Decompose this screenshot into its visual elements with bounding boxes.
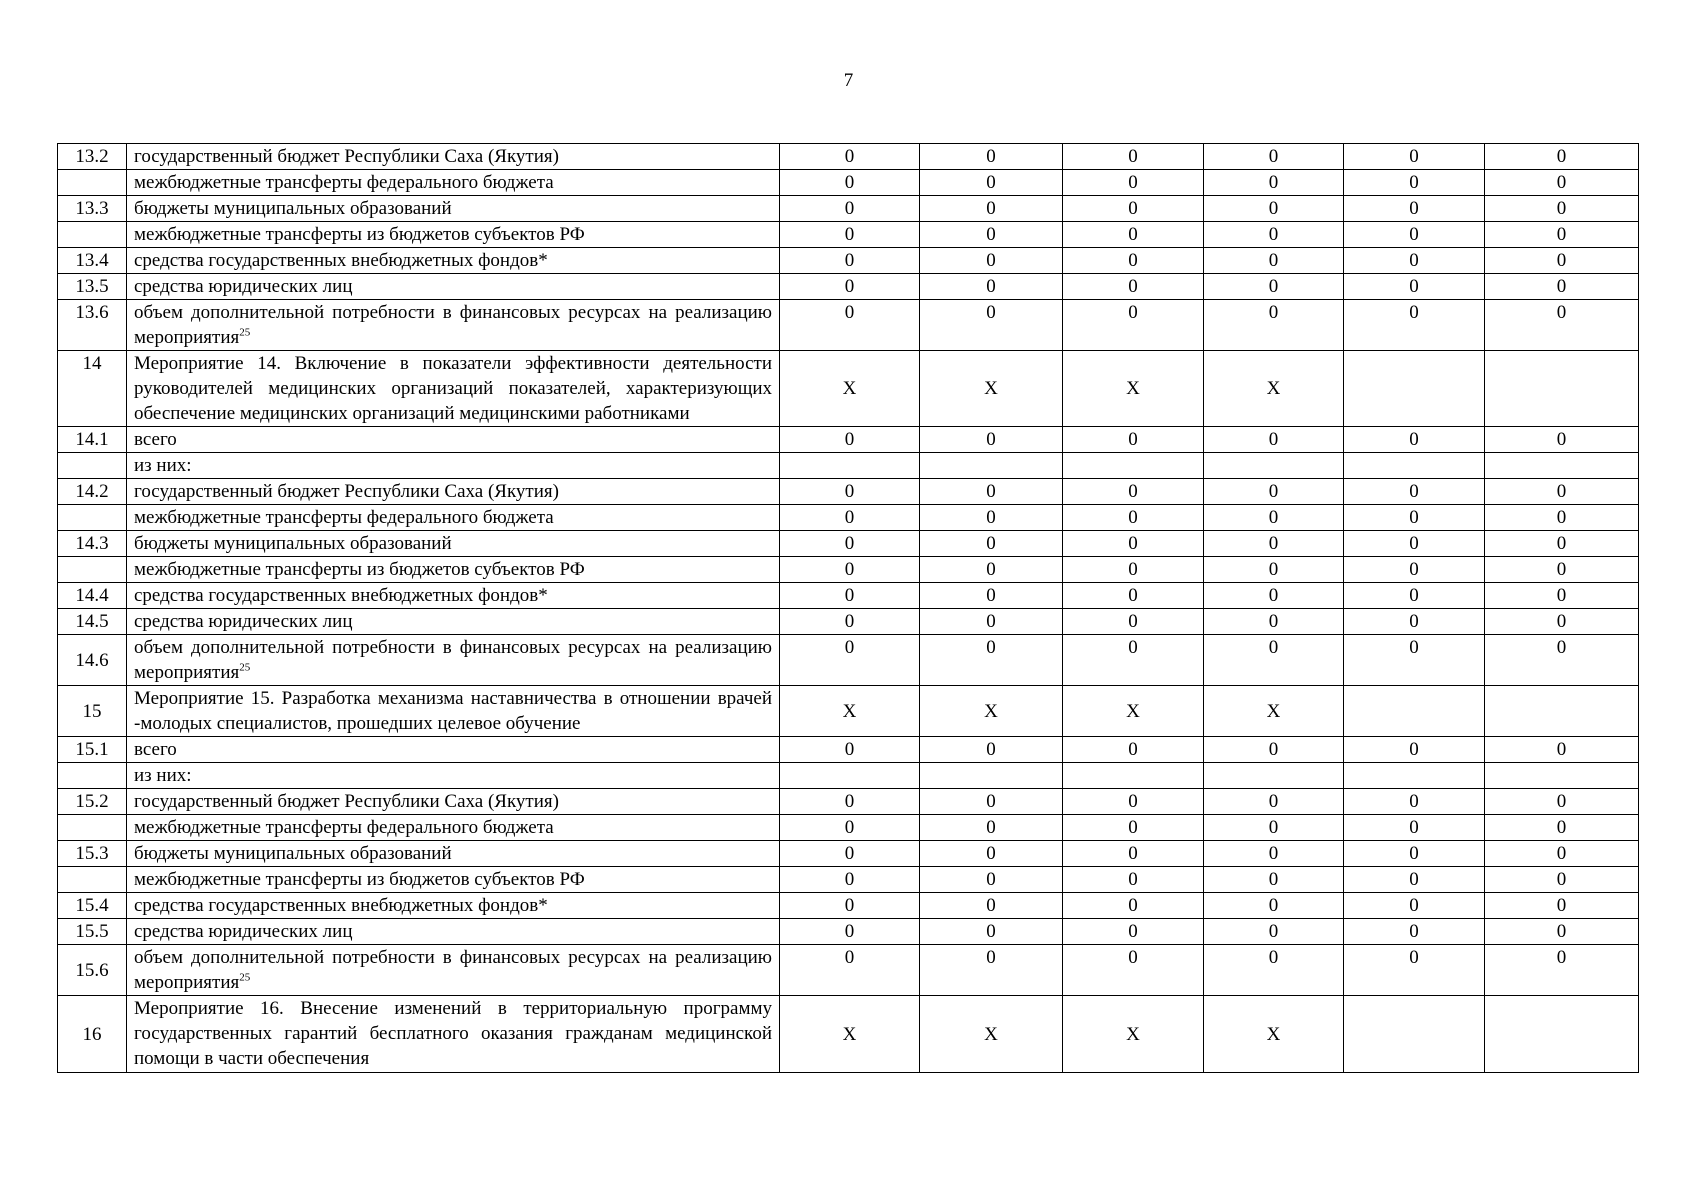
value-cell: 0	[780, 789, 920, 815]
row-number	[58, 557, 127, 583]
value-cell: 0	[1485, 531, 1639, 557]
value-cell: 0	[1485, 170, 1639, 196]
table-row	[58, 144, 1639, 170]
value-cell: 0	[1204, 583, 1344, 609]
value-cell: 0	[1485, 583, 1639, 609]
empty-cell	[920, 453, 1063, 479]
value-cell: 0	[1063, 196, 1204, 222]
value-cell: 0	[1344, 531, 1485, 557]
value-cell: 0	[1204, 737, 1344, 763]
value-cell: 0	[1204, 635, 1344, 686]
value-cell: 0	[920, 557, 1063, 583]
value-cell: 0	[920, 583, 1063, 609]
value-cell: 0	[780, 867, 920, 893]
value-cell: 0	[920, 531, 1063, 557]
mark-cell: X	[780, 996, 920, 1073]
value-cell: 0	[1204, 427, 1344, 453]
mark-cell: X	[920, 686, 1063, 737]
empty-cell	[1344, 453, 1485, 479]
row-label: средства юридических лиц	[127, 609, 780, 635]
value-cell: 0	[1344, 144, 1485, 170]
mark-cell: X	[920, 351, 1063, 427]
value-cell: 0	[1344, 170, 1485, 196]
value-cell: 0	[1485, 300, 1639, 351]
row-label: всего	[127, 737, 780, 763]
row-number: 15	[58, 686, 127, 737]
table-row	[58, 867, 1639, 893]
value-cell: 0	[1204, 919, 1344, 945]
value-cell: 0	[1344, 427, 1485, 453]
value-cell: 0	[1344, 815, 1485, 841]
row-number	[58, 222, 127, 248]
row-number: 13.3	[58, 196, 127, 222]
value-cell: 0	[1204, 196, 1344, 222]
empty-cell	[1485, 351, 1639, 427]
row-number: 15.5	[58, 919, 127, 945]
value-cell: 0	[1485, 867, 1639, 893]
value-cell: 0	[780, 274, 920, 300]
value-cell: 0	[1204, 945, 1344, 996]
value-cell: 0	[780, 841, 920, 867]
mark-cell: X	[1204, 686, 1344, 737]
row-label: Мероприятие 16. Внесение изменений в территориальную программу государственных гарантий бесплатного оказания гражданам медицинской помощи в части обеспечения	[127, 996, 780, 1073]
value-cell: 0	[1344, 196, 1485, 222]
row-number: 14.6	[58, 635, 127, 686]
value-cell: 0	[920, 196, 1063, 222]
empty-cell	[1485, 453, 1639, 479]
row-number: 13.6	[58, 300, 127, 351]
value-cell: 0	[1063, 919, 1204, 945]
empty-cell	[920, 763, 1063, 789]
row-label: всего	[127, 427, 780, 453]
value-cell: 0	[1063, 427, 1204, 453]
value-cell: 0	[920, 841, 1063, 867]
value-cell: 0	[920, 867, 1063, 893]
empty-cell	[1344, 996, 1485, 1073]
value-cell: 0	[1063, 609, 1204, 635]
empty-cell	[780, 763, 920, 789]
value-cell: 0	[1204, 479, 1344, 505]
table-row	[58, 635, 1639, 686]
row-number: 15.4	[58, 893, 127, 919]
row-label: из них:	[127, 453, 780, 479]
value-cell: 0	[1485, 919, 1639, 945]
value-cell: 0	[780, 196, 920, 222]
value-cell: 0	[1204, 170, 1344, 196]
row-number: 15.6	[58, 945, 127, 996]
value-cell: 0	[1063, 274, 1204, 300]
value-cell: 0	[1344, 557, 1485, 583]
table-row	[58, 815, 1639, 841]
value-cell: 0	[1485, 274, 1639, 300]
value-cell: 0	[1485, 479, 1639, 505]
value-cell: 0	[1344, 479, 1485, 505]
table-row	[58, 531, 1639, 557]
value-cell: 0	[1063, 505, 1204, 531]
row-label: межбюджетные трансферты федерального бюджета	[127, 815, 780, 841]
mark-cell: X	[1204, 996, 1344, 1073]
value-cell: 0	[1485, 737, 1639, 763]
value-cell: 0	[780, 505, 920, 531]
value-cell: 0	[1063, 222, 1204, 248]
empty-cell	[1204, 453, 1344, 479]
table-row	[58, 427, 1639, 453]
value-cell: 0	[780, 583, 920, 609]
table-row	[58, 841, 1639, 867]
value-cell: 0	[1063, 789, 1204, 815]
mark-cell: X	[780, 351, 920, 427]
value-cell: 0	[1485, 196, 1639, 222]
table-row	[58, 557, 1639, 583]
value-cell: 0	[1485, 789, 1639, 815]
row-label: межбюджетные трансферты из бюджетов субъектов РФ	[127, 557, 780, 583]
table-row	[58, 996, 1639, 1073]
value-cell: 0	[1063, 479, 1204, 505]
table-row	[58, 583, 1639, 609]
row-label: бюджеты муниципальных образований	[127, 531, 780, 557]
table-row	[58, 222, 1639, 248]
value-cell: 0	[1344, 222, 1485, 248]
value-cell: 0	[1204, 144, 1344, 170]
value-cell: 0	[780, 609, 920, 635]
table-row	[58, 248, 1639, 274]
value-cell: 0	[1204, 815, 1344, 841]
table-row	[58, 300, 1639, 351]
row-label: бюджеты муниципальных образований	[127, 841, 780, 867]
row-number: 15.1	[58, 737, 127, 763]
row-label: Мероприятие 14. Включение в показатели эффективности деятельности руководителей медицинских организаций показателей, характеризующих обеспечение медицинских организаций медицинскими работниками	[127, 351, 780, 427]
value-cell: 0	[920, 945, 1063, 996]
row-label: межбюджетные трансферты из бюджетов субъектов РФ	[127, 867, 780, 893]
value-cell: 0	[1344, 635, 1485, 686]
value-cell: 0	[1063, 867, 1204, 893]
financing-table	[57, 143, 1639, 1073]
row-label: средства государственных внебюджетных фондов*	[127, 893, 780, 919]
row-number: 14	[58, 351, 127, 427]
footnote-ref: 25	[239, 971, 251, 984]
value-cell: 0	[780, 427, 920, 453]
empty-cell	[1204, 763, 1344, 789]
value-cell: 0	[1063, 635, 1204, 686]
row-number: 15.3	[58, 841, 127, 867]
value-cell: 0	[1344, 789, 1485, 815]
row-number: 16	[58, 996, 127, 1073]
value-cell: 0	[1344, 609, 1485, 635]
value-cell: 0	[920, 170, 1063, 196]
footnote-ref: 25	[239, 326, 251, 339]
value-cell: 0	[1204, 609, 1344, 635]
row-number	[58, 170, 127, 196]
value-cell: 0	[1344, 841, 1485, 867]
page-number: 7	[843, 70, 854, 91]
value-cell: 0	[1344, 893, 1485, 919]
row-label: государственный бюджет Республики Саха (Якутия)	[127, 789, 780, 815]
value-cell: 0	[1204, 867, 1344, 893]
value-cell: 0	[1063, 300, 1204, 351]
value-cell: 0	[1063, 815, 1204, 841]
row-label: объем дополнительной потребности в финансовых ресурсах на реализацию мероприятия$^{25}$	[127, 300, 780, 351]
empty-cell	[1485, 996, 1639, 1073]
table-row	[58, 945, 1639, 996]
row-number	[58, 453, 127, 479]
value-cell: 0	[1204, 248, 1344, 274]
value-cell: 0	[780, 479, 920, 505]
value-cell: 0	[780, 300, 920, 351]
row-number: 13.4	[58, 248, 127, 274]
value-cell: 0	[1204, 893, 1344, 919]
value-cell: 0	[1204, 274, 1344, 300]
value-cell: 0	[1063, 248, 1204, 274]
value-cell: 0	[920, 505, 1063, 531]
value-cell: 0	[920, 737, 1063, 763]
empty-cell	[1344, 763, 1485, 789]
row-label: межбюджетные трансферты из бюджетов субъектов РФ	[127, 222, 780, 248]
value-cell: 0	[1485, 427, 1639, 453]
value-cell: 0	[780, 144, 920, 170]
row-number: 14.2	[58, 479, 127, 505]
value-cell: 0	[780, 737, 920, 763]
value-cell: 0	[1485, 557, 1639, 583]
value-cell: 0	[780, 893, 920, 919]
value-cell: 0	[920, 248, 1063, 274]
mark-cell: X	[780, 686, 920, 737]
value-cell: 0	[780, 248, 920, 274]
value-cell: 0	[1204, 222, 1344, 248]
value-cell: 0	[1344, 248, 1485, 274]
row-label: объем дополнительной потребности в финансовых ресурсах на реализацию мероприятия$^{25}$	[127, 945, 780, 996]
value-cell: 0	[1204, 557, 1344, 583]
value-cell: 0	[780, 815, 920, 841]
value-cell: 0	[1063, 737, 1204, 763]
value-cell: 0	[1485, 841, 1639, 867]
value-cell: 0	[1344, 505, 1485, 531]
value-cell: 0	[1063, 170, 1204, 196]
value-cell: 0	[1204, 531, 1344, 557]
row-number: 14.5	[58, 609, 127, 635]
table-row	[58, 737, 1639, 763]
value-cell: 0	[1063, 945, 1204, 996]
table-row	[58, 453, 1639, 479]
row-number: 13.5	[58, 274, 127, 300]
row-number: 14.3	[58, 531, 127, 557]
value-cell: 0	[920, 144, 1063, 170]
table-row	[58, 893, 1639, 919]
row-label: государственный бюджет Республики Саха (Якутия)	[127, 144, 780, 170]
value-cell: 0	[920, 635, 1063, 686]
table-row	[58, 274, 1639, 300]
value-cell: 0	[920, 300, 1063, 351]
empty-cell	[1485, 763, 1639, 789]
mark-cell: X	[1063, 351, 1204, 427]
row-label: объем дополнительной потребности в финансовых ресурсах на реализацию мероприятия$^{25}$	[127, 635, 780, 686]
value-cell: 0	[1204, 300, 1344, 351]
row-label: средства государственных внебюджетных фондов*	[127, 583, 780, 609]
value-cell: 0	[920, 479, 1063, 505]
value-cell: 0	[1204, 841, 1344, 867]
row-label: межбюджетные трансферты федерального бюджета	[127, 505, 780, 531]
value-cell: 0	[780, 170, 920, 196]
value-cell: 0	[780, 222, 920, 248]
row-number: 13.2	[58, 144, 127, 170]
empty-cell	[1344, 686, 1485, 737]
table-row	[58, 479, 1639, 505]
value-cell: 0	[1204, 505, 1344, 531]
value-cell: 0	[1344, 274, 1485, 300]
value-cell: 0	[1485, 609, 1639, 635]
value-cell: 0	[780, 557, 920, 583]
value-cell: 0	[780, 531, 920, 557]
value-cell: 0	[1344, 300, 1485, 351]
value-cell: 0	[780, 919, 920, 945]
value-cell: 0	[920, 609, 1063, 635]
table-row	[58, 505, 1639, 531]
value-cell: 0	[920, 815, 1063, 841]
value-cell: 0	[1344, 945, 1485, 996]
table-row	[58, 763, 1639, 789]
row-number: 15.2	[58, 789, 127, 815]
table-row	[58, 789, 1639, 815]
table-row	[58, 170, 1639, 196]
footnote-ref: 25	[239, 661, 251, 674]
row-label: из них:	[127, 763, 780, 789]
value-cell: 0	[1485, 505, 1639, 531]
value-cell: 0	[1063, 841, 1204, 867]
mark-cell: X	[920, 996, 1063, 1073]
value-cell: 0	[1344, 583, 1485, 609]
row-label: Мероприятие 15. Разработка механизма наставничества в отношении врачей -молодых специалистов, прошедших целевое обучение	[127, 686, 780, 737]
row-label: средства юридических лиц	[127, 919, 780, 945]
value-cell: 0	[1485, 815, 1639, 841]
value-cell: 0	[1204, 789, 1344, 815]
row-number	[58, 867, 127, 893]
row-label: межбюджетные трансферты федерального бюджета	[127, 170, 780, 196]
value-cell: 0	[1485, 893, 1639, 919]
table-row	[58, 919, 1639, 945]
empty-cell	[780, 453, 920, 479]
row-label: средства юридических лиц	[127, 274, 780, 300]
value-cell: 0	[920, 427, 1063, 453]
value-cell: 0	[1344, 919, 1485, 945]
table-row	[58, 686, 1639, 737]
value-cell: 0	[1485, 635, 1639, 686]
value-cell: 0	[780, 635, 920, 686]
mark-cell: X	[1063, 996, 1204, 1073]
value-cell: 0	[1485, 222, 1639, 248]
value-cell: 0	[780, 945, 920, 996]
row-number	[58, 505, 127, 531]
row-number: 14.1	[58, 427, 127, 453]
row-label: средства государственных внебюджетных фондов*	[127, 248, 780, 274]
table-row	[58, 196, 1639, 222]
value-cell: 0	[1485, 945, 1639, 996]
empty-cell	[1063, 453, 1204, 479]
row-label: государственный бюджет Республики Саха (Якутия)	[127, 479, 780, 505]
table-row	[58, 609, 1639, 635]
value-cell: 0	[1485, 144, 1639, 170]
empty-cell	[1485, 686, 1639, 737]
value-cell: 0	[1063, 893, 1204, 919]
row-label: бюджеты муниципальных образований	[127, 196, 780, 222]
value-cell: 0	[920, 222, 1063, 248]
mark-cell: X	[1063, 686, 1204, 737]
value-cell: 0	[920, 274, 1063, 300]
value-cell: 0	[1344, 867, 1485, 893]
value-cell: 0	[920, 919, 1063, 945]
value-cell: 0	[920, 789, 1063, 815]
row-number	[58, 763, 127, 789]
empty-cell	[1063, 763, 1204, 789]
value-cell: 0	[1063, 531, 1204, 557]
row-number: 14.4	[58, 583, 127, 609]
value-cell: 0	[1063, 144, 1204, 170]
value-cell: 0	[1485, 248, 1639, 274]
value-cell: 0	[920, 893, 1063, 919]
value-cell: 0	[1063, 583, 1204, 609]
table-row	[58, 351, 1639, 427]
value-cell: 0	[1344, 737, 1485, 763]
value-cell: 0	[1063, 557, 1204, 583]
mark-cell: X	[1204, 351, 1344, 427]
row-number	[58, 815, 127, 841]
empty-cell	[1344, 351, 1485, 427]
